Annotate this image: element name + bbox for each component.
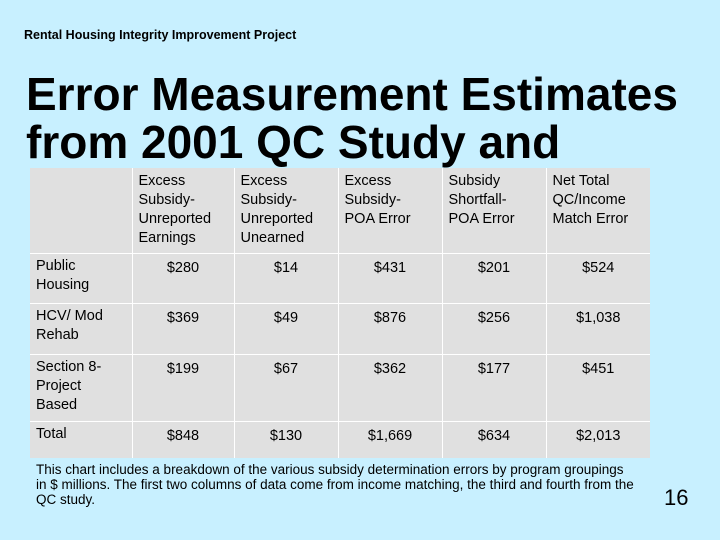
table-cell: $362 — [338, 355, 442, 422]
error-table — [30, 168, 650, 458]
row-label-total: Total — [30, 422, 132, 458]
table-cell: $369 — [132, 304, 234, 355]
table-row — [30, 355, 650, 422]
header-cell-unreported-unearned: Excess Subsidy- Unreported Unearned — [234, 168, 338, 254]
table-cell: $634 — [442, 422, 546, 458]
table-caption: This chart includes a breakdown of the various subsidy determination errors by program groupings in $ millions. The first two columns of data come from income matching, the third and fourth from the QC study. — [36, 462, 634, 507]
header-cell-net-total: Net Total QC/Income Match Error — [546, 168, 650, 254]
table-cell: $848 — [132, 422, 234, 458]
row-label-section-8: Section 8-Project Based — [30, 355, 132, 422]
header-cell-corner — [30, 168, 132, 254]
table-cell: $49 — [234, 304, 338, 355]
table-cell: $451 — [546, 355, 650, 422]
table-header-row — [30, 168, 650, 254]
table-cell: $431 — [338, 254, 442, 304]
header-cell-unreported-earnings: Excess Subsidy- Unreported Earnings — [132, 168, 234, 254]
title-line-1: Error Measurement Estimates — [26, 68, 678, 120]
error-table-container — [30, 168, 650, 458]
table-cell: $67 — [234, 355, 338, 422]
title-line-2: from 2001 QC Study and — [26, 116, 561, 168]
table-cell: $2,013 — [576, 428, 621, 444]
table-cell: $130 — [234, 422, 338, 458]
table-cell: $201 — [442, 254, 546, 304]
table-row — [30, 304, 650, 355]
table-cell: $199 — [132, 355, 234, 422]
row-label-public-housing: Public Housing — [30, 254, 132, 304]
table-cell: $280 — [132, 254, 234, 304]
table-cell: $524 — [546, 254, 650, 304]
header-text: Rental Housing Integrity Improvement Project — [24, 28, 297, 42]
page-title — [26, 70, 678, 166]
table-row — [30, 254, 650, 304]
table-cell: $1,669 — [338, 422, 442, 458]
table-cell: $876 — [338, 304, 442, 355]
table-cell: $256 — [442, 304, 546, 355]
table-row — [30, 422, 650, 458]
header-cell-poa-error: Excess Subsidy- POA Error — [338, 168, 442, 254]
row-label-hcv-mod-rehab: HCV/ Mod Rehab — [30, 304, 132, 355]
page-number: 16 — [664, 485, 689, 510]
table-cell: $1,038 — [546, 304, 650, 355]
table-cell: $14 — [234, 254, 338, 304]
header-cell-shortfall-poa-error: Subsidy Shortfall- POA Error — [442, 168, 546, 254]
table-cell: $177 — [442, 355, 546, 422]
